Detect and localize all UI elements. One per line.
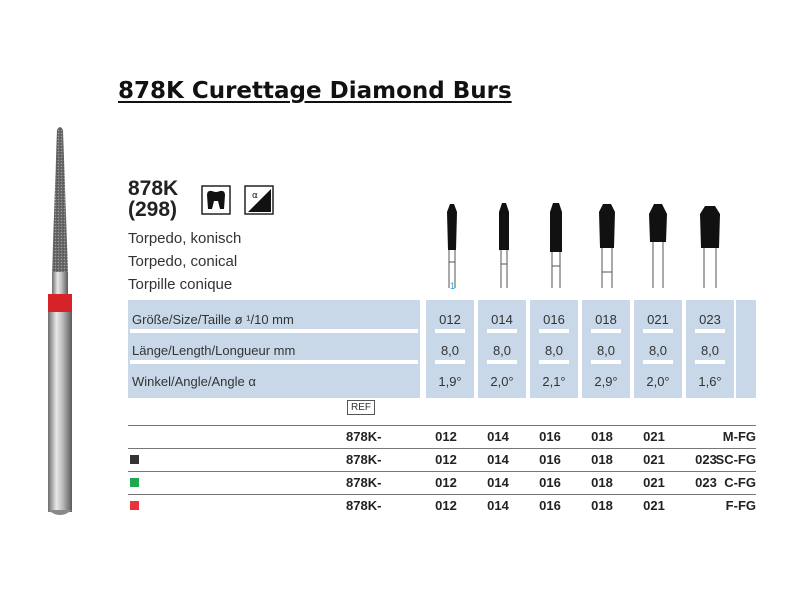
ref-size: 014 <box>487 475 509 490</box>
angle-value: 1,9° <box>438 374 462 389</box>
ref-size: 021 <box>643 498 665 513</box>
ref-size: 012 <box>435 452 457 467</box>
name-english: Torpedo, conical <box>128 253 238 270</box>
angle-value: 2,1° <box>542 374 566 389</box>
size-value: 016 <box>543 312 565 327</box>
angle-symbol: α <box>252 191 258 201</box>
angle-value: 1,6° <box>698 374 722 389</box>
ref-size: 012 <box>435 429 457 444</box>
ref-size: 021 <box>643 429 665 444</box>
ref-code: 878K- <box>346 429 382 444</box>
order-row <box>128 448 756 471</box>
model-header <box>128 178 178 220</box>
ref-size: 021 <box>643 475 665 490</box>
name-german: Torpedo, konisch <box>128 230 242 247</box>
size-value: 023 <box>699 312 721 327</box>
name-french: Torpille conique <box>128 276 233 293</box>
size-diagram <box>695 198 725 290</box>
length-label: Länge/Length/Longueur mm <box>132 343 296 358</box>
angle-value: 2,9° <box>594 374 618 389</box>
color-square <box>130 478 139 487</box>
ref-code: 878K- <box>346 498 382 513</box>
length-value: 8,0 <box>544 343 564 358</box>
size-value: 014 <box>491 312 513 327</box>
length-value: 8,0 <box>440 343 460 358</box>
ref-code: 878K- <box>346 452 382 467</box>
bur-photo <box>36 122 86 522</box>
size-value: 012 <box>439 312 461 327</box>
ref-size: 016 <box>539 429 561 444</box>
size-diagram <box>489 198 519 290</box>
angle-value: 2,0° <box>490 374 514 389</box>
spec-table <box>128 300 756 398</box>
ref-size: 021 <box>643 452 665 467</box>
ref-size: 018 <box>591 452 613 467</box>
length-value: 8,0 <box>492 343 512 358</box>
angle-label: Winkel/Angle/Angle α <box>132 374 256 389</box>
ref-size: 023 <box>695 452 717 467</box>
model-code: 878K <box>128 177 179 200</box>
ref-size: 018 <box>591 498 613 513</box>
color-square <box>130 455 139 464</box>
ref-size: 012 <box>435 475 457 490</box>
ref-size: 023 <box>695 475 717 490</box>
angle-alpha-icon <box>244 185 274 215</box>
length-value: 8,0 <box>648 343 668 358</box>
shank-type: F-FG <box>725 498 756 513</box>
ref-size: 018 <box>591 429 613 444</box>
order-row <box>128 471 756 494</box>
scale-marker: 1 <box>450 281 456 291</box>
size-diagram <box>541 198 571 290</box>
ref-size: 014 <box>487 452 509 467</box>
order-row <box>128 425 756 448</box>
ref-label: REF <box>347 400 375 415</box>
page-title: 878K Curettage Diamond Burs <box>118 78 512 104</box>
ref-size: 014 <box>487 498 509 513</box>
size-diagram <box>437 198 467 290</box>
ref-size: 016 <box>539 475 561 490</box>
ref-size: 012 <box>435 498 457 513</box>
tooth-crown-icon <box>201 185 231 215</box>
ref-code: 878K- <box>346 475 382 490</box>
length-value: 8,0 <box>700 343 720 358</box>
size-diagram <box>592 198 622 290</box>
shank-type: M-FG <box>722 429 756 444</box>
size-label: Größe/Size/Taille ø ¹/10 mm <box>132 312 294 327</box>
color-square <box>130 501 139 510</box>
order-row <box>128 494 756 517</box>
size-value: 021 <box>647 312 669 327</box>
angle-value: 2,0° <box>646 374 670 389</box>
ref-size: 016 <box>539 452 561 467</box>
length-value: 8,0 <box>596 343 616 358</box>
ref-size: 014 <box>487 429 509 444</box>
shank-type: C-FG <box>724 475 756 490</box>
size-value: 018 <box>595 312 617 327</box>
ref-size: 018 <box>591 475 613 490</box>
size-diagram <box>643 198 673 290</box>
ref-size: 016 <box>539 498 561 513</box>
shank-type: SC-FG <box>715 452 756 467</box>
iso-code: (298) <box>128 198 178 221</box>
